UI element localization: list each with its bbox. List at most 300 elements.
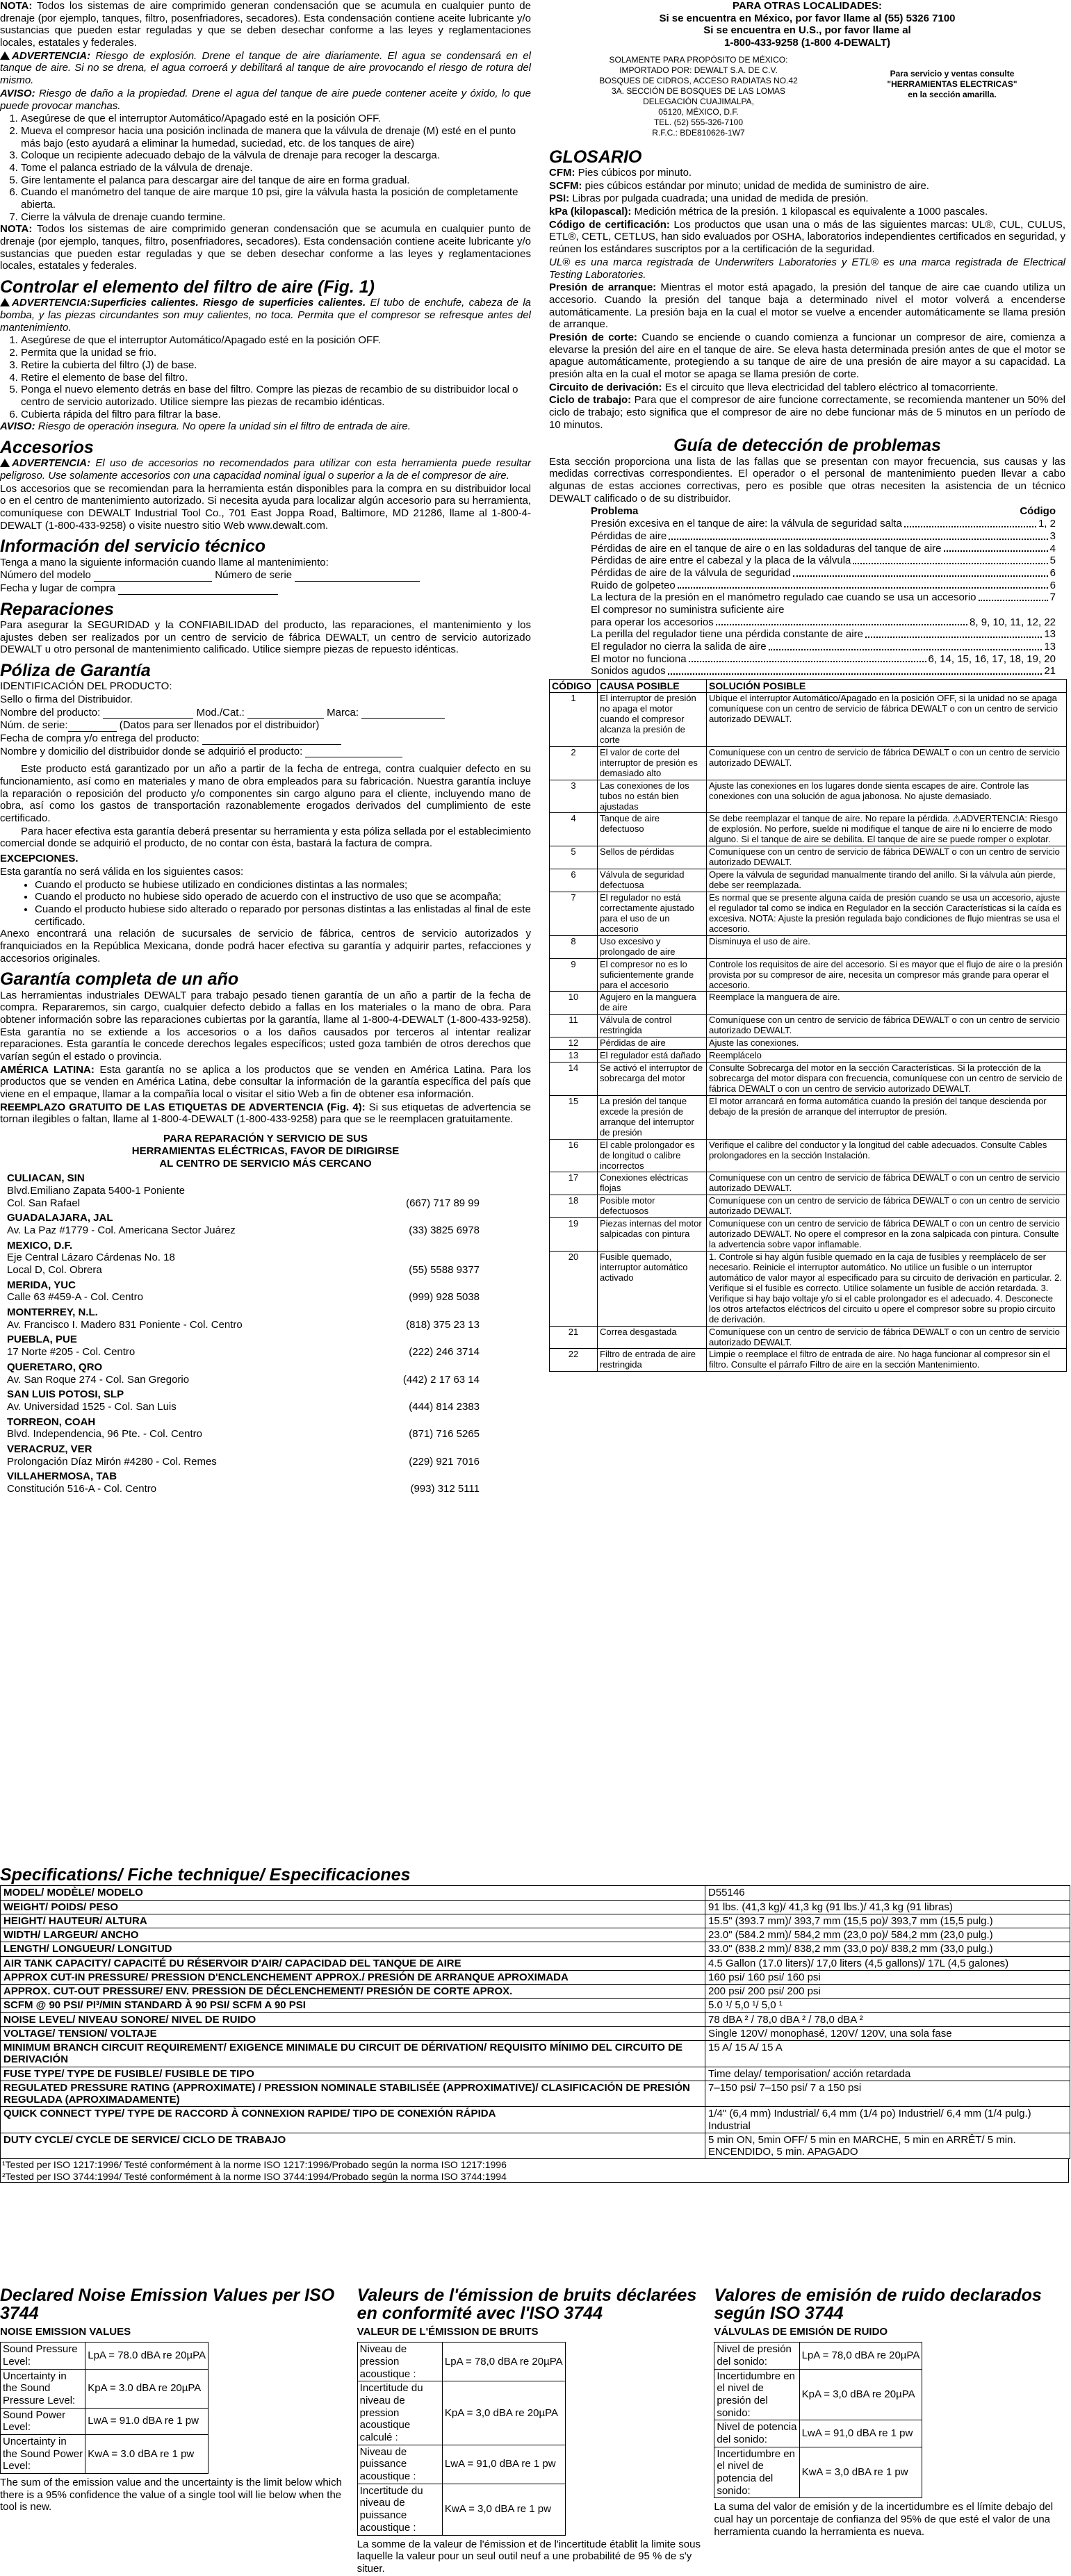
spec-value: 15.5" (393.7 mm)/ 393,7 mm (15,5 po)/ 393,7 mm (15,5 pulg.): [705, 1914, 1070, 1928]
filter-step: 5. Ponga el nuevo elemento detrás en base del filtro. Compre las piezas de recambio de su distribuidor local o centro de servicio autorizado. Utilice siempre las piezas de recambio idénticas.: [21, 384, 531, 408]
problem-code: 8, 9, 10, 11, 12, 22: [970, 616, 1056, 628]
accessories-text: Los accesorios que se recomiendan para la herramienta están disponibles para la compra en su distribuidor local o en el centro de mantenimiento autorizado. Si necesita ayuda para localizar algún accesorio para su herramienta, comuníquese con DEWALT Industrial Tool Co., 701 East Joppa Road, Baltimore, MD 21286, llame al 1-800-4-DEWALT (1-800-433-9258) o visite nuestro sitio Web www.dewalt.com.: [0, 482, 531, 532]
noise-value: LwA = 91,0 dBA re 1 pw: [442, 2445, 565, 2484]
noise-footnote: La somme de la valeur de l'émission et de l'incertitude établit la limite sous laquelle la valeur pour un seul outil neuf a une probabilité de 95 % de s'y situer.: [357, 2538, 701, 2575]
spec-value: 33.0" (838.2 mm)/ 838,2 mm (33,0 po)/ 838,2 mm (33,0 pulg.): [705, 1942, 1070, 1956]
table-row: [550, 1015, 1067, 1037]
noise-label: Uncertainty in the Sound Pressure Level:: [1, 2369, 85, 2408]
filter-step: 3. Retire la cubierta del filtro (J) de base.: [21, 359, 531, 372]
problem-name: La lectura de la presión en el manómetro regulado cae cuando se usa un accesorio: [591, 591, 976, 604]
glossary-definition: Mientras el motor está apagado, la presión del tanque de aire cae cuando utiliza un accesorio. Cuando la presión del tanque baja a determinado nivel el motor volverá a encenderse automáticamente. La presión baja en la cual el motor se vuelve a encender automáticamente se llama presión de arranque.: [549, 281, 1066, 331]
dot-leader: [979, 591, 1048, 601]
table-row: [550, 958, 1067, 992]
specifications-title: Specifications/ Fiche technique/ Especificaciones: [0, 1865, 411, 1885]
problem-code: 21: [1044, 665, 1056, 678]
noise-value: LpA = 78.0 dBA re 20µPA: [85, 2343, 209, 2369]
noise-label: Sound Pressure Level:: [1, 2343, 85, 2369]
solution-cell: Consulte Sobrecarga del motor en la sección Características. Si la protección de la sobrecarga del motor dispara con frecuencia, comuníquese con un centro de servicio de fábrica DEWALT o con un centro de servicio autorizado DEWALT.: [707, 1063, 1067, 1096]
spec-value: 1/4" (6,4 mm) Industrial/ 6,4 mm (1/4 po) Industriel/ 6,4 mm (1/4 pulg.) Industrial: [705, 2107, 1070, 2133]
spec-label: DUTY CYCLE/ CYCLE DE SERVICE/ CICLO DE TRABAJO: [1, 2133, 705, 2159]
noise-label: Incertidumbre en el nivel de potencia del sonido:: [714, 2447, 799, 2498]
noise-subtitle: VÁLVULAS DE EMISIÓN DE RUIDO: [714, 2325, 888, 2338]
warranty-text: Las herramientas industriales DEWALT para trabajo pesado tienen garantía de un año a partir de la fecha de compra. Repararemos, sin cargo, cualquier defecto debido a fallas en los materiales o la mano de obra. Para obtener información sobre las reparaciones cubiertas por la garantía, llame al 1-800-4-DEWALT (1-800-433-9258). Esta garantía no se extiende a los accesorios o a los daños causados por terceros al intentar realizar reparaciones. Esta garantía le concede derechos legales específicos; usted goza también de otros derechos que varían según el estado o provincia.: [0, 989, 531, 1063]
code-cell: 12: [550, 1037, 598, 1050]
table-row: [550, 846, 1067, 869]
code-cell: 13: [550, 1050, 598, 1063]
noise-value: LpA = 78,0 dBA re 20µPA: [442, 2343, 565, 2381]
column-header: SOLUCIÓN POSIBLE: [707, 680, 1067, 693]
service-center-address: Eje Central Lázaro Cárdenas No. 18: [7, 1252, 175, 1264]
policy-seal: Sello o firma del Distribuidor.: [0, 693, 133, 705]
noise-row: [357, 2484, 565, 2535]
cause-cell: Fusible quemado, interruptor automático activado: [598, 1252, 707, 1327]
glossary-entry: [549, 394, 1065, 431]
filter-steps: [0, 334, 531, 420]
service-center-phone: (993) 312 5111: [410, 1483, 480, 1495]
service-info-fields: Número del modelo Número de serie: [0, 569, 531, 582]
noise-label: Sound Power Level:: [1, 2408, 85, 2434]
noise-row: [357, 2343, 565, 2381]
problem-name: El motor no funciona: [591, 653, 687, 665]
table-row: [550, 935, 1067, 958]
glossary-term: Circuito de derivación:: [549, 381, 662, 393]
drain-step: 3. Coloque un recipiente adecuado debajo de la válvula de drenaje para recoger la descarga.: [21, 149, 531, 162]
cause-cell: Válvula de control restringida: [598, 1015, 707, 1037]
other-locations: PARA OTRAS LOCALIDADES: Si se encuentra en México, por favor llame al (55) 5326 7100 Si se encuentra en U.S., por favor llame al 1-800-433-9258 (1-800 4-DEWALT): [659, 0, 956, 49]
exception-item: • Cuando el producto se hubiese utilizado en condiciones distintas a las normales;: [35, 879, 531, 892]
service-center-phone: (222) 246 3714: [409, 1346, 480, 1359]
service-info-intro: Tenga a mano la siguiente información cuando llame al mantenimiento:: [0, 556, 329, 568]
service-center-address: Av. San Roque 274 - Col. San Gregorio: [7, 1373, 190, 1386]
policy-product: Nombre del producto: Mod./Cat.: Marca:: [0, 707, 531, 719]
service-center-address: Av. La Paz #1779 - Col. Americana Sector Juárez: [7, 1224, 236, 1236]
spec-value: 15 A/ 15 A/ 15 A: [705, 2041, 1070, 2067]
service-center-address: Blvd.Emiliano Zapata 5400-1 Poniente: [7, 1184, 185, 1197]
code-cell: 14: [550, 1063, 598, 1096]
dot-leader: [853, 555, 1047, 564]
accessories-warning: ADVERTENCIA: El uso de accesorios no recomendados para utilizar con esta herramienta puede resultar peligroso. Use solamente accesorios con una capacidad nominal igual o superior a la de el compresor de aire.: [0, 457, 531, 482]
spec-row: [1, 2012, 1070, 2026]
service-center-city: TORREON, COAH: [7, 1416, 96, 1428]
service-center-phone: (33) 3825 6978: [409, 1224, 480, 1236]
left-column: [0, 0, 535, 1495]
spec-label: MINIMUM BRANCH CIRCUIT REQUIREMENT/ EXIGENCE MINIMALE DU CIRCUIT DE DÉRIVATION/ REQUISITO MÍNIMO DEL CIRCUITO DE DERIVACIÓN: [1, 2041, 705, 2067]
problem-code: 7: [1049, 591, 1056, 604]
glossary-term: Presión de arranque:: [549, 281, 657, 294]
problem-index-row: [591, 653, 1056, 666]
problem-name: La perilla del regulador tiene una pérdida constante de aire: [591, 628, 863, 641]
problem-code: 13: [1044, 641, 1056, 653]
exception-item: • Cuando el producto hubiese sido alterado o reparado por personas distintas a las enlistadas al final de este certificado.: [35, 903, 531, 928]
solution-cell: Controle los requisitos de aire del accesorio. Si es mayor que el flujo de aire o la presión provista por su compresor de aire, necesita un compresor más grande para operar el accesorio.: [707, 958, 1067, 992]
glossary-entry: [549, 180, 1065, 192]
noise-row: [714, 2343, 922, 2369]
note-condensation-2: NOTA: Todos los sistemas de aire comprimido generan condensación que se acumula en cualquier punto de drenaje (por ejemplo, tanques, filtro, posenfriadores, secadores). Esta condensación contiene aceite lubricante y/o sustancias que pueden estar reguladas y que se deben desechar conforme a las leyes y reglamentaciones locales, estatales y federales.: [0, 223, 531, 272]
cause-cell: Correa desgastada: [598, 1326, 707, 1349]
spec-value: 5 min ON, 5min OFF/ 5 min en MARCHE, 5 min en ARRÊT/ 5 min. ENCENDIDO, 5 min. APAGADO: [705, 2133, 1070, 2159]
drain-step: 5. Gire lentamente el palanca para descargar aire del tanque de aire en forma gradual.: [21, 174, 531, 187]
problem-code: 4: [1049, 542, 1056, 555]
service-center-line: [7, 1428, 480, 1441]
code-cell: 11: [550, 1015, 598, 1037]
problem-index-row: [591, 518, 1056, 530]
service-center-line: [7, 1456, 480, 1468]
problem-index-header: Problema Código: [591, 505, 1056, 518]
service-center-address: Calle 63 #459-A - Col. Centro: [7, 1291, 143, 1304]
noise-row: [1, 2408, 209, 2434]
glossary-definition: Medición métrica de la presión. 1 kilopascal es equivalente a 1000 pascales.: [631, 206, 988, 218]
solution-cell: Ajuste las conexiones en los lugares donde sienta escapes de aire. Controle las conexiones con una solución de agua jabonosa. No ajuste demasiado.: [707, 780, 1067, 813]
specifications-section: [0, 1866, 1071, 2183]
serial-number-line: [295, 581, 420, 582]
spec-value: Single 120V/ monophasé, 120V/ 120V, una sola fase: [705, 2026, 1070, 2040]
code-cell: 10: [550, 992, 598, 1015]
table-row: [550, 1218, 1067, 1252]
spec-value: 7–150 psi/ 7–150 psi/ 7 a 150 psi: [705, 2081, 1070, 2107]
problem-code: 5: [1049, 555, 1056, 567]
policy-title: Póliza de Garantía: [0, 660, 151, 680]
service-info-title: Información del servicio técnico: [0, 536, 266, 557]
problem-name: Presión excesiva en el tanque de aire: la válvula de seguridad salta: [591, 518, 902, 530]
problem-index: [549, 505, 1065, 678]
policy-dealer: Nombre y domicilio del distribuidor donde se adquirió el producto:: [0, 746, 531, 758]
spec-footnote: ¹Tested per ISO 1217:1996/ Testé conformément à la norme ISO 1217:1996/Probado según la norma ISO 1217:1996: [2, 2159, 507, 2171]
noise-row: [714, 2369, 922, 2420]
spec-footnotes: [0, 2159, 1069, 2183]
spec-row: [1, 1956, 1070, 1970]
filter-step: 2. Permita que la unidad se frio.: [21, 347, 531, 359]
cause-cell: El interruptor de presión no apaga el motor cuando el compresor alcanza la presión de corte: [598, 693, 707, 747]
spec-label: FUSE TYPE/ TYPE DE FUSIBLE/ FUSIBLE DE TIPO: [1, 2067, 705, 2081]
problem-index-row: [591, 555, 1056, 567]
service-center-line: [7, 1483, 480, 1495]
noise-label: Nivel de presión del sonido:: [714, 2343, 799, 2369]
table-row: [550, 746, 1067, 780]
code-cell: 18: [550, 1195, 598, 1218]
noise-subtitle: NOISE EMISSION VALUES: [0, 2325, 131, 2338]
table-row: [550, 1326, 1067, 1349]
noise-section: [0, 2286, 1071, 2576]
filter-step: 6. Cubierta rápida del filtro para filtrar la base.: [21, 409, 531, 421]
glossary-definition: Pies cúbicos por minuto.: [575, 167, 692, 179]
cause-cell: Pérdidas de aire: [598, 1037, 707, 1050]
filter-notice: AVISO: Riesgo de operación insegura. No opere la unidad sin el filtro de entrada de aire.: [0, 420, 411, 433]
dot-leader: [769, 641, 1043, 650]
service-center-phone: (667) 717 89 99: [406, 1197, 480, 1209]
service-center-address: Av. Universidad 1525 - Col. San Luis: [7, 1400, 177, 1413]
solution-cell: Se debe reemplazar el tanque de aire. No repare la pérdida. ⚠ADVERTENCIA: Riesgo de explosión. No perfore, suelde ni modifique el tanque de aire ni lo encierre de modo alguno. Si el tanque de aire se debilita. El tanque de aire se puede romper o explotar.: [707, 813, 1067, 846]
cause-cell: La presión del tanque excede la presión de arranque del interruptor de presión: [598, 1095, 707, 1139]
drain-step: 7. Cierre la válvula de drenaje cuando termine.: [21, 211, 531, 224]
spec-value: 23.0" (584.2 mm)/ 584,2 mm (23,0 po)/ 584,2 mm (23,0 pulg.): [705, 1928, 1070, 1942]
solution-cell: 1. Controle si hay algún fusible quemado en la caja de fusibles y reemplácelo de ser necesario. Reinicie el interruptor automático. No utilice un fusible o un interruptor automático de valor mayor al especificado para su circuito de derivación en particular. 2. Verifique si el fusible es correcto. Utilice solamente un fusible de acción retardada. 3. Verifique si hay bajo voltaje y/o si el cable prolongador es el adecuado. 4. Desconecte los otros artefactos eléctricos del circuito u opere el compresor sobre su propio circuito de derivación.: [707, 1252, 1067, 1327]
problem-index-row: [591, 543, 1056, 555]
noise-label: Uncertainty in the Sound Power Level:: [1, 2435, 85, 2474]
problem-name: El regulador no cierra la salida de aire: [591, 641, 767, 653]
glossary-list: [549, 167, 1065, 431]
cause-cell: Piezas internas del motor salpicadas con pintura: [598, 1218, 707, 1252]
glossary-definition: Para que el compresor de aire funcione correctamente, se recomienda mantener un 50% del ciclo de trabajo; esto significa que el compresor de aire no debe funcionar más de 5 minutos en un período de 10 minutos.: [549, 394, 1065, 431]
code-cell: 6: [550, 869, 598, 892]
policy-id: IDENTIFICACIÓN DEL PRODUCTO:: [0, 680, 172, 693]
solution-cell: Verifique el calibre del conductor y la longitud del cable adecuados. Consulte Cables prolongadores en la sección Instalación.: [707, 1139, 1067, 1172]
service-center-phone: (444) 814 2383: [409, 1400, 480, 1413]
problem-name: El compresor no suministra suficiente aire: [591, 603, 785, 616]
code-cell: 4: [550, 813, 598, 846]
noise-row: [1, 2435, 209, 2474]
solution-cell: Opere la válvula de seguridad manualmente tirando del anillo. Si la válvula aún pierde, debe ser reemplazada.: [707, 869, 1067, 892]
glossary-definition: Cuando se enciende o cuando comienza a funcionar un compresor de aire, comienza a elevarse la presión del aire en el tanque de aire. Se eleva hasta determinada presión antes de que el motor se apague automáticamente, protegiendo a su tanque de aire de una presión de aire mayor a su capacidad. La presión alta en la cual el motor se apaga se llama presión de corte.: [549, 331, 1065, 380]
noise-value: LwA = 91,0 dBA re 1 pw: [799, 2420, 922, 2447]
problem-index-row: [591, 591, 1056, 604]
glossary-definition: UL® es una marca registrada de Underwriters Laboratories y ETL® es una marca registrada de Electrical Testing Laboratories.: [549, 256, 1065, 281]
problem-index-row: [591, 530, 1056, 543]
noise-label: Nivel de potencia del sonido:: [714, 2420, 799, 2447]
cause-cell: Válvula de seguridad defectuosa: [598, 869, 707, 892]
exceptions-intro: Esta garantía no será válida en los siguientes casos:: [0, 865, 244, 878]
spec-row: [1, 2067, 1070, 2081]
service-center-city: MONTERREY, N.L.: [7, 1306, 98, 1319]
cause-cell: El regulador está dañado: [598, 1050, 707, 1063]
drain-step: 1. Asegúrese de que el interruptor Automático/Apagado esté en la posición OFF.: [21, 113, 531, 125]
solution-cell: Comuníquese con un centro de servicio de fábrica DEWALT o con un centro de servicio autorizado DEWALT.: [707, 846, 1067, 869]
dot-leader: [669, 530, 1047, 540]
code-cell: 7: [550, 892, 598, 936]
exceptions-text: Anexo encontrará una relación de sucursales de servicio de fábrica, centros de servicio autorizados y franquiciados en la República Mexicana, donde podrá hacer efectiva su garantía y adquirir partes, refacciones y accesorios originales.: [0, 928, 531, 965]
column-header: CAUSA POSIBLE: [598, 680, 707, 693]
spec-row: [1, 1985, 1070, 1999]
table-row: [550, 992, 1067, 1015]
code-cell: 17: [550, 1172, 598, 1195]
service-center-city: CULIACAN, SIN: [7, 1172, 85, 1185]
noise-label: Incertitude du niveau de pression acoustique calculé :: [357, 2381, 442, 2445]
policy-text-2: Para hacer efectiva esta garantía deberá presentar su herramienta y esta póliza sellada por el establecimiento comercial donde se adquirió el producto, de no contar con ésta, bastará la factura de compra.: [0, 825, 531, 850]
table-row: [550, 892, 1067, 936]
warning-icon: [0, 51, 10, 60]
spec-value: 160 psi/ 160 psi/ 160 psi: [705, 1970, 1070, 1984]
spec-label: APPROX CUT-IN PRESSURE/ PRESSION D'ENCLENCHEMENT APPROX./ PRESIÓN DE ARRANQUE APROXIMADA: [1, 1970, 705, 1984]
dot-leader: [793, 567, 1048, 577]
solution-cell: Ajuste las conexiones.: [707, 1037, 1067, 1050]
noise-table: [357, 2342, 566, 2535]
spec-label: NOISE LEVEL/ NIVEAU SONORE/ NIVEL DE RUIDO: [1, 2012, 705, 2026]
dot-leader: [865, 628, 1042, 638]
problem-code: 3: [1049, 530, 1056, 542]
exception-item: • Cuando el producto no hubiese sido operado de acuerdo con el instructivo de uso que se acompaña;: [35, 891, 531, 903]
glossary-entry: [549, 206, 1065, 218]
cause-cell: El compresor no es lo suficientemente grande para el accesorio: [598, 958, 707, 992]
spec-row: [1, 2026, 1070, 2040]
noise-column: [357, 2286, 714, 2576]
noise-row: [357, 2445, 565, 2484]
drain-step: 4. Tome el palanca estriado de la válvula de drenaje.: [21, 162, 531, 174]
problem-index-row: [591, 604, 1056, 616]
problem-name: Pérdidas de aire en el tanque de aire o en las soldaduras del tanque de aire: [591, 542, 942, 555]
drain-step: 6. Cuando el manómetro del tanque de aire marque 10 psi, gire la válvula hasta la posición de completamente abierta.: [21, 186, 531, 211]
noise-label: Incertidumbre en el nivel de presión del sonido:: [714, 2369, 799, 2420]
code-cell: 21: [550, 1326, 598, 1349]
glossary-definition: Es el circuito que lleva electricidad del tablero eléctrico al tomacorriente.: [662, 381, 999, 393]
code-cell: 1: [550, 693, 598, 747]
table-row: [550, 1063, 1067, 1096]
noise-column: [714, 2286, 1071, 2576]
label-replacement: REEMPLAZO GRATUITO DE LAS ETIQUETAS DE ADVERTENCIA (Fig. 4): Si sus etiquetas de advertencia se tornan ilegibles o faltan, llame al 1-800-4-DEWALT (1-800-433-9258) para que se le reemplacen gratuitamente.: [0, 1101, 531, 1126]
service-center-city: VILLAHERMOSA, TAB: [7, 1470, 117, 1483]
spec-row: [1, 1999, 1070, 2012]
cause-cell: Conexiones eléctricas flojas: [598, 1172, 707, 1195]
spec-value: 200 psi/ 200 psi/ 200 psi: [705, 1985, 1070, 1999]
cause-cell: Posible motor defectuosos: [598, 1195, 707, 1218]
noise-row: [357, 2381, 565, 2445]
filter-step: 4. Retire el elemento de base del filtro.: [21, 372, 531, 384]
code-cell: 8: [550, 935, 598, 958]
noise-row: [1, 2343, 209, 2369]
problem-index-row: [591, 567, 1056, 580]
spec-row: [1, 1928, 1070, 1942]
code-cell: 15: [550, 1095, 598, 1139]
noise-value: LpA = 78,0 dBA re 20µPA: [799, 2343, 922, 2369]
table-row: [550, 780, 1067, 813]
service-center-city: GUADALAJARA, JAL: [7, 1212, 113, 1224]
cause-cell: Las conexiones de los tubos no están bien ajustadas: [598, 780, 707, 813]
cause-cell: Se activó el interruptor de sobrecarga del motor: [598, 1063, 707, 1096]
solution-cell: Comuníquese con un centro de servicio de fábrica DEWALT o con un centro de servicio autorizado DEWALT.: [707, 746, 1067, 780]
spec-row: [1, 2041, 1070, 2067]
noise-title: Valeurs de l'émission de bruits déclarées en conformité avec l'ISO 3744: [357, 2286, 697, 2324]
solution-cell: Reemplácelo: [707, 1050, 1067, 1063]
spec-value: D55146: [705, 1886, 1070, 1900]
spec-row: [1, 2107, 1070, 2133]
noise-table: [0, 2342, 209, 2474]
spec-row: [1, 1886, 1070, 1900]
troubleshooting-intro: Esta sección proporciona una lista de las fallas que se presentan con mayor frecuencia, sus causas y las medidas correctivas correspondientes. El operador o el personal de mantenimiento pueden llevar a cabo algunas de estas acciones correctivas, pero es posible que otras necesiten la asistencia de un técnico DEWALT calificado o de su distribuidor.: [549, 455, 1065, 504]
cause-cell: Sellos de pérdidas: [598, 846, 707, 869]
warning-icon: [0, 459, 10, 467]
noise-value: KpA = 3,0 dBA re 20µPA: [799, 2369, 922, 2420]
repairs-text: Para asegurar la SEGURIDAD y la CONFIABILIDAD del producto, las reparaciones, el mantenimiento y los ajustes deben ser realizados por un centro de servicio de fábrica DEWALT, un centro de servicio autorizado DEWALT u otro personal de mantenimiento calificado. Utilice siempre piezas de repuesto idénticas.: [0, 618, 531, 656]
table-row: [550, 1252, 1067, 1327]
glossary-entry: [549, 382, 1065, 394]
policy-date: Fecha de compra y/o entrega del producto:: [0, 732, 531, 745]
noise-value: KwA = 3,0 dBA re 1 pw: [799, 2447, 922, 2498]
filter-warning: ADVERTENCIA:Superficies calientes. Riesgo de superficies calientes. El tubo de enchufe, cabeza de la bomba, y las piezas circundantes son muy calientes, no toca. Permita que el compresor se refresque antes del mantenimiento.: [0, 297, 532, 334]
spec-value: 78 dBA ² / 78,0 dBA ² / 78,0 dBA ²: [705, 2012, 1070, 2026]
filter-step: 1. Asegúrese de que el interruptor Automático/Apagado esté en la posición OFF.: [21, 334, 531, 347]
noise-label: Incertitude du niveau de puissance acoustique :: [357, 2484, 442, 2535]
glossary-entry: [549, 192, 1065, 205]
problem-name: Ruido de golpeteo: [591, 579, 676, 591]
spec-label: HEIGHT/ HAUTEUR/ ALTURA: [1, 1914, 705, 1928]
latam-text: AMÉRICA LATINA: Esta garantía no se aplica a los productos que se venden en América Latina. Para los productos que se venden en América Latina, debe consultar la información de la garantía específica del país que viene en el empaque, llamar a la compañía local o visitar el sitio Web a fin de obtener esa información.: [0, 1063, 531, 1101]
exceptions-list: [0, 879, 531, 928]
noise-label: Niveau de pression acoustique :: [357, 2343, 442, 2381]
problem-index-row: [591, 665, 1056, 678]
service-center-phone: (999) 928 5038: [409, 1291, 480, 1304]
table-row: [550, 1037, 1067, 1050]
spec-label: MODEL/ MODÈLE/ MODELO: [1, 1886, 705, 1900]
noise-value: KpA = 3.0 dBA re 20µPA: [85, 2369, 209, 2408]
problem-code: 6: [1049, 579, 1056, 591]
service-center-phone: (442) 2 17 63 14: [402, 1373, 480, 1386]
service-center-line: [7, 1252, 480, 1264]
service-center-city: SAN LUIS POTOSI, SLP: [7, 1388, 124, 1401]
problem-code: 6: [1049, 566, 1056, 579]
service-center-line: [7, 1197, 480, 1210]
solution-cell: Disminuya el uso de aire.: [707, 935, 1067, 958]
table-row: [550, 869, 1067, 892]
service-center-line: [7, 1224, 480, 1237]
problem-index-row: [591, 580, 1056, 592]
glossary-entry: [549, 281, 1065, 331]
glossary-title: GLOSARIO: [549, 147, 642, 167]
noise-title: Declared Noise Emission Values per ISO 3744: [0, 2286, 335, 2324]
specifications-table: [0, 1885, 1070, 2159]
solution-cell: Comuníquese con un centro de servicio de fábrica DEWALT o con un centro de servicio autorizado DEWALT.: [707, 1195, 1067, 1218]
glossary-definition: pies cúbicos estándar por minuto; unidad de medida de suministro de aire.: [582, 179, 929, 192]
cause-cell: El cable prolongador es de longitud o calibre incorrectos: [598, 1139, 707, 1172]
noise-value: KwA = 3,0 dBA re 1 pw: [442, 2484, 565, 2535]
code-cell: 5: [550, 846, 598, 869]
service-center-phone: (871) 716 5265: [409, 1428, 480, 1441]
noise-value: KwA = 3.0 dBA re 1 pw: [85, 2435, 209, 2474]
service-center-city: MERIDA, YUC: [7, 1279, 76, 1291]
cause-cell: Filtro de entrada de aire restringida: [598, 1349, 707, 1372]
service-center-phone: (818) 375 23 13: [406, 1318, 480, 1331]
drain-steps: [0, 113, 531, 223]
service-center-address: Blvd. Independencia, 96 Pte. - Col. Centro: [7, 1428, 203, 1441]
spec-row: [1, 1942, 1070, 1956]
glossary-term: PSI:: [549, 192, 570, 205]
solution-cell: Comuníquese con un centro de servicio de fábrica DEWALT o con un centro de servicio autorizado DEWALT.: [707, 1015, 1067, 1037]
service-center-address: Constitución 516-A - Col. Centro: [7, 1483, 157, 1495]
table-row: [550, 1195, 1067, 1218]
cause-cell: Tanque de aire defectuoso: [598, 813, 707, 846]
glossary-entry: [549, 167, 1065, 179]
glossary-term: kPa (kilopascal):: [549, 206, 632, 218]
glossary-term: CFM:: [549, 167, 575, 179]
warning-explosion: ADVERTENCIA: Riesgo de explosión. Drene el tanque de aire diariamente. El agua se condensará en el tanque de aire. Si no se drena, el agua corroerá y debilitará al tanque de aire provocando el riesgo de rotura del mismo.: [0, 49, 531, 87]
cause-cell: Uso excesivo y prolongado de aire: [598, 935, 707, 958]
service-center-city: VERACRUZ, VER: [7, 1443, 92, 1455]
service-center-city: MEXICO, D.F.: [7, 1239, 73, 1252]
code-cell: 16: [550, 1139, 598, 1172]
dot-leader: [689, 653, 926, 663]
spec-value: Time delay/ temporisation/ acción retardada: [705, 2067, 1070, 2081]
cause-cell: Agujero en la manguera de aire: [598, 992, 707, 1015]
dot-leader: [904, 518, 1036, 527]
problem-code: 6, 14, 15, 16, 17, 18, 19, 20: [928, 653, 1056, 665]
spec-label: QUICK CONNECT TYPE/ TYPE DE RACCORD À CONNEXION RAPIDE/ TIPO DE CONEXIÓN RÁPIDA: [1, 2107, 705, 2133]
noise-title: Valores de emisión de ruido declarados según ISO 3744: [714, 2286, 1042, 2324]
glossary-term: SCFM:: [549, 179, 582, 192]
troubleshooting-table: [549, 679, 1067, 1372]
spec-label: VOLTAGE/ TENSION/ VOLTAJE: [1, 2026, 705, 2040]
problem-index-row: [591, 641, 1056, 653]
noise-row: [1, 2369, 209, 2408]
spec-row: [1, 2133, 1070, 2159]
noise-table: [714, 2342, 922, 2498]
cause-cell: El valor de corte del interruptor de presión es demasiado alto: [598, 746, 707, 780]
service-center-line: [7, 1319, 480, 1331]
noise-row: [714, 2420, 922, 2447]
sales-note: Para servicio y ventas consulte "HERRAMIENTAS ELECTRICAS" en la sección amarilla.: [887, 68, 1017, 99]
service-center-line: [7, 1185, 480, 1197]
spec-label: LENGTH/ LONGUEUR/ LONGITUD: [1, 1942, 705, 1956]
code-cell: 9: [550, 958, 598, 992]
spec-value: 5.0 ¹/ 5,0 ¹/ 5,0 ¹: [705, 1999, 1070, 2012]
table-row: [550, 693, 1067, 747]
spec-value: 91 lbs. (41,3 kg)/ 41,3 kg (91 lbs.)/ 41,3 kg (91 libras): [705, 1900, 1070, 1914]
